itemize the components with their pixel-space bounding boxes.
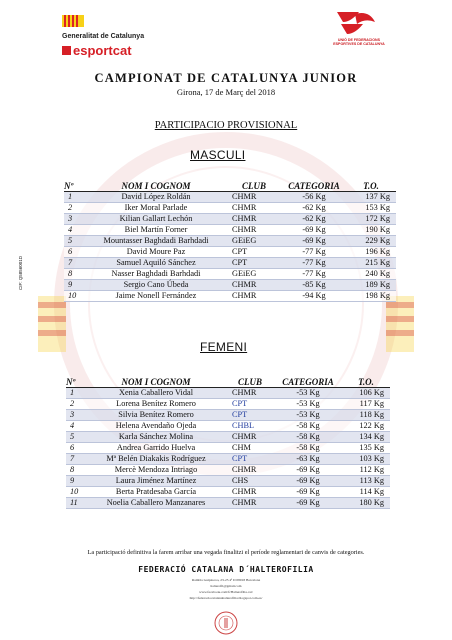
row-number: 8	[66, 465, 86, 476]
row-number: 10	[64, 291, 86, 302]
table-row	[66, 421, 390, 432]
generalitat-logo	[62, 14, 145, 40]
weight-category: -62 Kg	[282, 214, 346, 225]
athlete-name: Mª Belén Diakakis Rodríguez	[86, 454, 226, 465]
table-row	[64, 203, 396, 214]
col-category: CATEGORIA	[274, 376, 342, 388]
club-code: CHMR	[226, 203, 282, 214]
athlete-name: Samuel Aquiló Sánchez	[86, 258, 226, 269]
total-olympic: 135 Kg	[342, 443, 390, 454]
athlete-name: Helena Avendaño Ojeda	[86, 421, 226, 432]
athlete-name: Laura Jiménez Martínez	[86, 476, 226, 487]
total-olympic: 112 Kg	[342, 465, 390, 476]
total-olympic: 196 Kg	[346, 247, 396, 258]
footer-note: La participació definitiva la farem arribar una vegada finalitzi el període reglamentari de canvis de categories.	[87, 549, 365, 556]
weight-category: -58 Kg	[274, 432, 342, 443]
masculi-header-row	[64, 180, 396, 192]
row-number: 2	[64, 203, 86, 214]
athlete-name: Iker Moral Parlade	[86, 203, 226, 214]
row-number: 6	[64, 247, 86, 258]
row-number: 5	[66, 432, 86, 443]
col-num: Nº	[64, 180, 86, 192]
club-code: CHMR	[226, 214, 282, 225]
col-total: T.O.	[342, 376, 390, 388]
total-olympic: 118 Kg	[342, 410, 390, 421]
club-code: CHMR	[226, 388, 274, 399]
athlete-name: Xenia Caballero Vidal	[86, 388, 226, 399]
athlete-name: Biel Martín Forner	[86, 225, 226, 236]
section-masculi-heading: MASCULI	[190, 148, 246, 162]
club-code: CHMR	[226, 432, 274, 443]
table-row	[64, 236, 396, 247]
weight-category: -69 Kg	[282, 225, 346, 236]
watermark-flag-right	[386, 296, 414, 352]
club-code: CHMR	[226, 192, 282, 203]
athlete-name: Lorena Benítez Romero	[86, 399, 226, 410]
femeni-header-row	[66, 376, 390, 388]
side-code: CIF: Q5856001D	[18, 255, 23, 290]
federation-address: Rambla Guipúscoa, 23-25 4ª D 08018 Barcelona	[191, 578, 261, 582]
row-number: 11	[66, 498, 86, 509]
row-number: 4	[64, 225, 86, 236]
federation-email[interactable]: halterofil@gmail.com	[210, 584, 242, 588]
table-row	[66, 388, 390, 399]
col-club: CLUB	[226, 180, 282, 192]
table-row	[64, 291, 396, 302]
club-code: CHMR	[226, 291, 282, 302]
weight-category: -58 Kg	[274, 421, 342, 432]
table-row	[64, 258, 396, 269]
esportcat-text: esportcat	[73, 43, 132, 58]
total-olympic: 215 Kg	[346, 258, 396, 269]
esportcat-mark-icon	[62, 46, 71, 55]
table-row	[64, 247, 396, 258]
club-code: CHM	[226, 443, 274, 454]
col-name: NOM I COGNOM	[86, 180, 226, 192]
col-name: NOM I COGNOM	[86, 376, 226, 388]
row-number: 3	[66, 410, 86, 421]
total-olympic: 122 Kg	[342, 421, 390, 432]
row-number: 5	[64, 236, 86, 247]
total-olympic: 103 Kg	[342, 454, 390, 465]
weight-category: -69 Kg	[274, 465, 342, 476]
row-number: 7	[66, 454, 86, 465]
total-olympic: 117 Kg	[342, 399, 390, 410]
club-code: CPT	[226, 410, 274, 421]
table-row	[64, 214, 396, 225]
weight-category: -62 Kg	[282, 203, 346, 214]
section-femeni-heading: FEMENI	[200, 340, 248, 354]
athlete-name: Berta Pratdesaba García	[86, 487, 226, 498]
masculi-table	[64, 180, 396, 302]
athlete-name: Sergio Cano Úbeda	[86, 280, 226, 291]
table-row	[66, 432, 390, 443]
weight-category: -56 Kg	[282, 192, 346, 203]
row-number: 7	[64, 258, 86, 269]
weight-category: -58 Kg	[274, 443, 342, 454]
club-code: CPT	[226, 247, 282, 258]
col-category: CATEGORIA	[282, 180, 346, 192]
athlete-name: Kilian Gallart Lechón	[86, 214, 226, 225]
federation-facebook[interactable]: www.facebook.com/fcHalterofilia.cat/	[199, 590, 253, 594]
row-number: 2	[66, 399, 86, 410]
weight-category: -69 Kg	[274, 498, 342, 509]
total-olympic: 106 Kg	[342, 388, 390, 399]
federation-seal-icon	[214, 611, 238, 635]
weight-category: -69 Kg	[274, 476, 342, 487]
row-number: 9	[66, 476, 86, 487]
row-number: 8	[64, 269, 86, 280]
club-code: CHMR	[226, 465, 274, 476]
athlete-name: Andrea Garrido Huelva	[86, 443, 226, 454]
total-olympic: 240 Kg	[346, 269, 396, 280]
club-code: CHS	[226, 476, 274, 487]
table-row	[64, 192, 396, 203]
row-number: 9	[64, 280, 86, 291]
row-number: 3	[64, 214, 86, 225]
club-code: CPT	[226, 399, 274, 410]
femeni-table	[66, 376, 390, 509]
ufe-text: UNIÓ DE FEDERACIONS ESPORTIVES DE CATALUNYA	[333, 38, 385, 47]
table-row	[66, 399, 390, 410]
total-olympic: 153 Kg	[346, 203, 396, 214]
table-row	[66, 498, 390, 509]
weight-category: -77 Kg	[282, 269, 346, 280]
total-olympic: 113 Kg	[342, 476, 390, 487]
total-olympic: 229 Kg	[346, 236, 396, 247]
total-olympic: 190 Kg	[346, 225, 396, 236]
federation-blog[interactable]: http://federaciocatalanahalterofilia.blogspot.com.es/	[189, 596, 263, 600]
row-number: 6	[66, 443, 86, 454]
page-title: CAMPIONAT DE CATALUNYA JUNIOR	[94, 71, 358, 85]
row-number: 1	[66, 388, 86, 399]
club-code: CHBL	[226, 421, 274, 432]
total-olympic: 137 Kg	[346, 192, 396, 203]
athlete-name: Jaime Nonell Fernández	[86, 291, 226, 302]
row-number: 10	[66, 487, 86, 498]
ufe-logo-icon	[329, 8, 383, 54]
total-olympic: 134 Kg	[342, 432, 390, 443]
table-row	[64, 225, 396, 236]
club-code: CHMR	[226, 225, 282, 236]
table-row	[66, 487, 390, 498]
col-num: Nº	[66, 376, 86, 388]
total-olympic: 180 Kg	[342, 498, 390, 509]
watermark-flag-left	[38, 296, 66, 352]
total-olympic: 189 Kg	[346, 280, 396, 291]
table-row	[64, 269, 396, 280]
weight-category: -53 Kg	[274, 410, 342, 421]
athlete-name: Mountasser Baghdadi Barhdadi	[86, 236, 226, 247]
club-code: CHMR	[226, 487, 274, 498]
col-club: CLUB	[226, 376, 274, 388]
weight-category: -94 Kg	[282, 291, 346, 302]
participation-title: PARTICIPACIO PROVISIONAL	[154, 120, 298, 131]
club-code: CHMR	[226, 498, 274, 509]
weight-category: -53 Kg	[274, 399, 342, 410]
athlete-name: David López Roldán	[86, 192, 226, 203]
row-number: 1	[64, 192, 86, 203]
federation-name: FEDERACIÓ CATALANA D´HALTEROFILIA	[138, 565, 314, 574]
row-number: 4	[66, 421, 86, 432]
athlete-name: Mercè Mendoza Intriago	[86, 465, 226, 476]
esportcat-logo	[62, 43, 132, 58]
weight-category: -85 Kg	[282, 280, 346, 291]
generalitat-flag-icon	[62, 15, 84, 27]
athlete-name: Karla Sánchez Molina	[86, 432, 226, 443]
table-row	[66, 465, 390, 476]
weight-category: -77 Kg	[282, 258, 346, 269]
weight-category: -69 Kg	[282, 236, 346, 247]
club-code: CPT	[226, 454, 274, 465]
generalitat-text: Generalitat de Catalunya	[62, 33, 145, 40]
weight-category: -63 Kg	[274, 454, 342, 465]
athlete-name: Nasser Baghdadi Barhdadi	[86, 269, 226, 280]
total-olympic: 172 Kg	[346, 214, 396, 225]
athlete-name: Noelia Caballero Manzanares	[86, 498, 226, 509]
club-code: CPT	[226, 258, 282, 269]
total-olympic: 114 Kg	[342, 487, 390, 498]
femeni-rows	[66, 388, 390, 509]
athlete-name: Silvia Benítez Romero	[86, 410, 226, 421]
col-total: T.O.	[346, 180, 396, 192]
table-row	[64, 280, 396, 291]
table-row	[66, 410, 390, 421]
club-code: GEiEG	[226, 269, 282, 280]
weight-category: -53 Kg	[274, 388, 342, 399]
table-row	[66, 476, 390, 487]
weight-category: -77 Kg	[282, 247, 346, 258]
table-row	[66, 454, 390, 465]
athlete-name: David Moure Paz	[86, 247, 226, 258]
table-row	[66, 443, 390, 454]
masculi-rows	[64, 192, 396, 302]
club-code: CHMR	[226, 280, 282, 291]
club-code: GEiEG	[226, 236, 282, 247]
total-olympic: 198 Kg	[346, 291, 396, 302]
weight-category: -69 Kg	[274, 487, 342, 498]
event-date: Girona, 17 de Març del 2018	[176, 87, 276, 97]
